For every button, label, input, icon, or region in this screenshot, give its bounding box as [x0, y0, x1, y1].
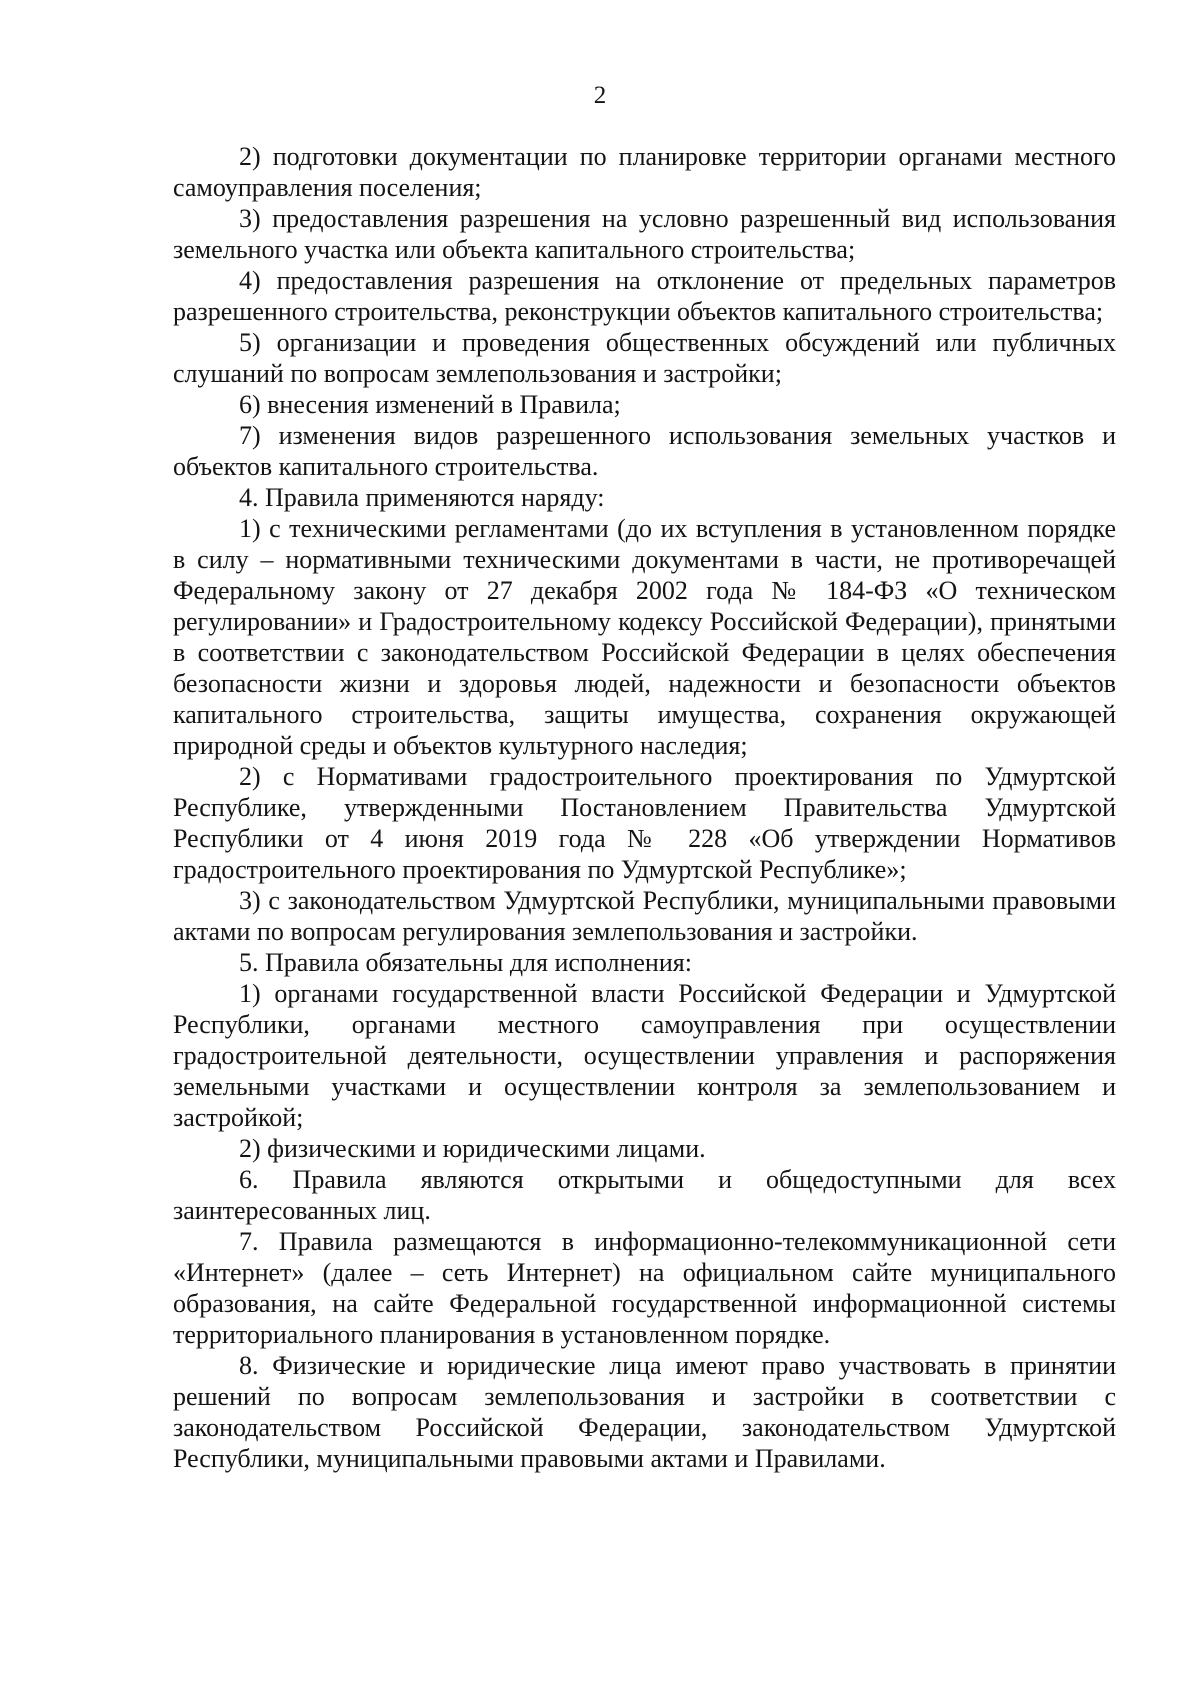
page-number: 2	[593, 82, 607, 109]
paragraph-section-5-item-1: 1) органами государственной власти Российской Федерации и Удмуртской Республики, органами местного самоуправления при осуществлении градостроительной деятельности, осуществлении управления и распоряжения земельными участками и осуществлении контроля за землепользованием и застройкой;	[173, 979, 1116, 1132]
paragraph-section-4-item-3: 3) с законодательством Удмуртской Республики, муниципальными правовыми актами по вопросам регулирования землепользования и застройки.	[173, 886, 1116, 946]
paragraph-section-8: 8. Физические и юридические лица имеют право участвовать в принятии решений по вопросам землепользования и застройки в соответствии с законодательством Российской Федерации, законодательством Удмуртской Республики, муниципальными правовыми актами и Правилами.	[173, 1351, 1116, 1473]
paragraph-section-4: 4. Правила применяются наряду:	[239, 483, 605, 512]
paragraph-section-5-item-2: 2) физическими и юридическими лицами.	[239, 1134, 706, 1163]
paragraph-item-4-deviation-permit: 4) предоставления разрешения на отклонение от предельных параметров разрешенного строительства, реконструкции объектов капитального строительства;	[173, 266, 1116, 326]
document-body	[173, 141, 1116, 1474]
paragraph-item-6-amendments: 6) внесения изменений в Правила;	[239, 390, 621, 419]
paragraph-section-5: 5. Правила обязательны для исполнения:	[239, 948, 692, 977]
paragraph-item-5-public-hearings: 5) организации и проведения общественных обсуждений или публичных слушаний по вопросам землепользования и застройки;	[173, 328, 1116, 388]
paragraph-section-7: 7. Правила размещаются в информационно-телекоммуникационной сети «Интернет» (далее – сеть Интернет) на официальном сайте муниципального образования, на сайте Федеральной государственной информационной системы территориального планирования в установленном порядке.	[173, 1227, 1116, 1349]
paragraph-section-4-item-1: 1) с техническими регламентами (до их вступления в установленном порядке в силу – нормативными техническими документами в части, не противоречащей Федеральному закону от 27 декабря 2002 года № 184-ФЗ «О техническом регулировании» и Градостроительному кодексу Российской Федерации), принятыми в соответствии с законодательством Российской Федерации в целях обеспечения безопасности жизни и здоровья людей, надежности и безопасности объектов капитального строительства, защиты имущества, сохранения окружающей природной среды и объектов культурного наследия;	[173, 514, 1116, 760]
paragraph-section-6: 6. Правила являются открытыми и общедоступными для всех заинтересованных лиц.	[173, 1165, 1116, 1225]
paragraph-item-7-use-change: 7) изменения видов разрешенного использования земельных участков и объектов капитального строительства.	[173, 421, 1116, 481]
paragraph-section-4-item-2: 2) с Нормативами градостроительного проектирования по Удмуртской Республике, утвержденными Постановлением Правительства Удмуртской Республики от 4 июня 2019 года № 228 «Об утверждении Нормативов градостроительного проектирования по Удмуртской Республике»;	[173, 762, 1116, 884]
paragraph-item-3-conditional-use: 3) предоставления разрешения на условно разрешенный вид использования земельного участка или объекта капитального строительства;	[173, 204, 1116, 264]
paragraph-item-2-planning-docs: 2) подготовки документации по планировке территории органами местного самоуправления поселения;	[173, 142, 1116, 202]
